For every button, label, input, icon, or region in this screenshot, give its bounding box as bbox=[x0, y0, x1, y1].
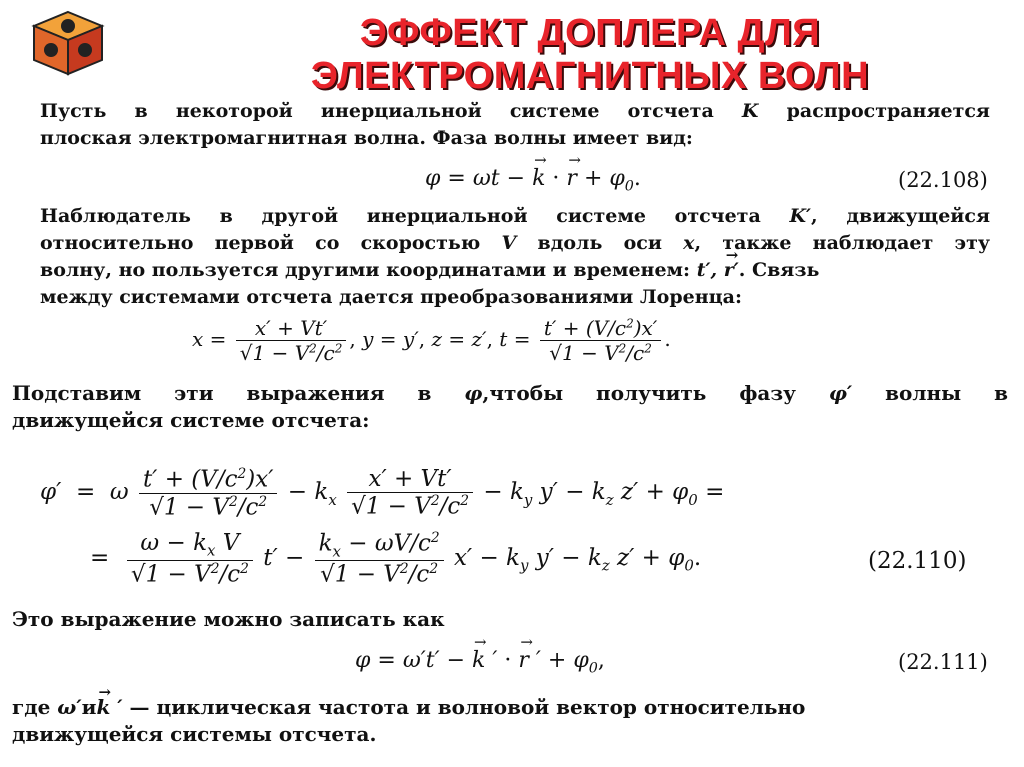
page-title-line-1: ЭФФЕКТ ДОПЛЕРА ДЛЯ bbox=[359, 12, 821, 54]
paragraph-2-line-1: Наблюдатель в другой инерциальной системе отсчета K′, движущейся bbox=[40, 205, 990, 227]
equation-phase-moving: φ = ω′t′ − → k ′ · → r ′ + $\varphi_0$, bbox=[355, 648, 605, 676]
paragraph-2-line-4: между системами отсчета дается преобразованиями Лоренца: bbox=[40, 286, 742, 308]
paragraph-2-line-2: относительно первой со скоростью V вдоль оси x, также наблюдает эту bbox=[40, 232, 991, 254]
paragraph-2-line-3: волну, но пользуется другими координатами и временем: t′, → r′. Связь bbox=[40, 257, 819, 284]
equation-number-111: (22.111) bbox=[898, 650, 988, 674]
equation-number-110: (22.110) bbox=[868, 548, 967, 574]
paragraph-4: Это выражение можно записать как bbox=[12, 607, 445, 631]
equation-lorentz: x = $\frac{x' + Vt'}{√1 - V^2/c^2}$ , y = y′, z = z′, t = $\frac{t' + (V/c^2)x'}{√1 - V^2/c^2}$ . bbox=[192, 316, 671, 365]
paragraph-3-line-2: движущейся системе отсчета: bbox=[12, 408, 370, 432]
paragraph-1-line-2: плоская электромагнитная волна. Фаза волны имеет вид: bbox=[40, 127, 693, 149]
equation-phase-prime-line-2: = $\frac{\omega - k_x V}{√1 - V^2/c^2}$ t′ − $\frac{k_x - \omega V/c^2}{√1 - V^2/c^2}$ $x' - k_y$ $y' - k_z$ $z' + \varphi_0$. bbox=[90, 530, 702, 588]
paragraph-5-line-1: где ω′и→ k ′ — циклическая частота и волновой вектор относительно bbox=[12, 694, 805, 721]
paragraph-3-line-1: Подставим эти выражения в φ,чтобы получить фазу φ′ волны в bbox=[12, 381, 1008, 405]
frame-k-var: K bbox=[741, 100, 759, 122]
equation-phase-prime-line-1: φ′ = ω $\frac{t' + (V/c^2)x'}{√1 - V^2/c^2}$ − $k_x$ $\frac{x' + Vt'}{√1 - V^2/c^2}$ − $k_y$ $y' - k_z$ $z' + \varphi_0$ = bbox=[40, 466, 725, 521]
page-title-line-2: ЭЛЕКТРОМАГНИТНЫХ ВОЛН bbox=[310, 55, 870, 97]
paragraph-1-line-1: Пусть в некоторой инерциальной системе отсчета K распространяется bbox=[40, 100, 990, 122]
equation-number-108: (22.108) bbox=[898, 168, 988, 192]
paragraph-5-line-2: движущейся системы отсчета. bbox=[12, 722, 377, 746]
equation-phase: φ = ωt − → k · → $r + \varphi_0$. bbox=[425, 166, 641, 194]
